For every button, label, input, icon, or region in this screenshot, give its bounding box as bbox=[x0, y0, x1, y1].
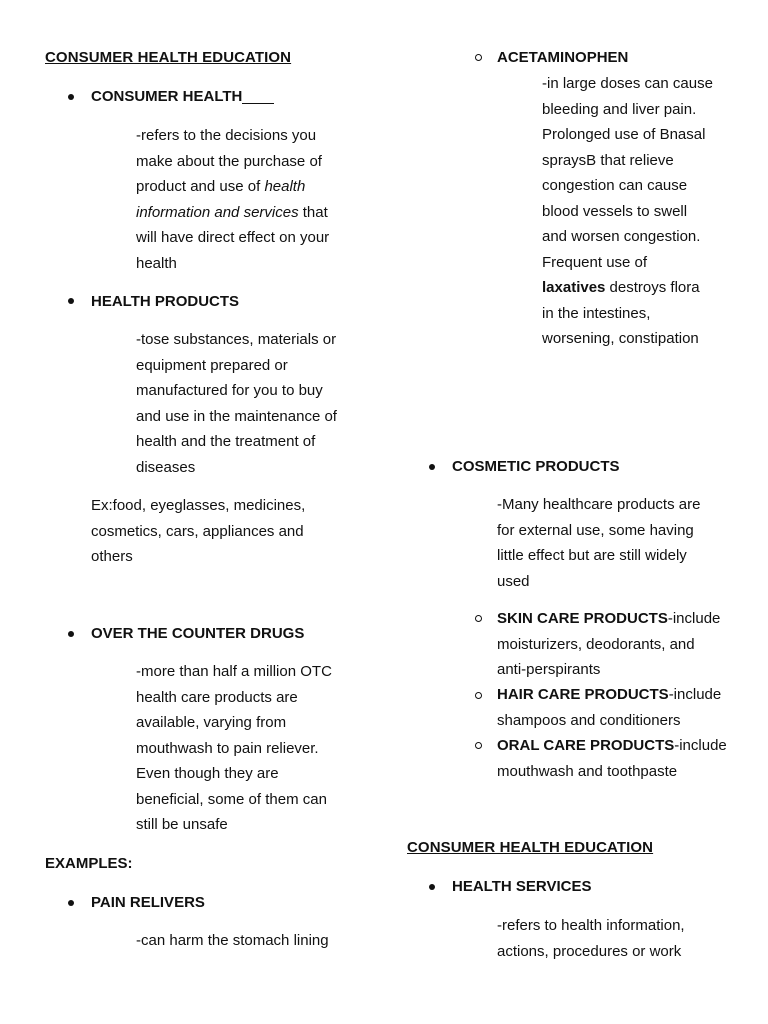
bullet-dot bbox=[68, 94, 74, 100]
consumer-health-title: CONSUMER HEALTH bbox=[91, 84, 274, 110]
bullet-dot bbox=[68, 298, 74, 304]
pain-relivers-text: -can harm the stomach lining bbox=[136, 932, 329, 949]
cosmetic-text: -Many healthcare products are for external use, some having little effect but are still widely used bbox=[497, 496, 701, 590]
bullet-dot bbox=[429, 884, 435, 890]
acetaminophen-text: -in large doses can cause bleeding and liver pain. Prolonged use of Bnasal spraysB that relieve congestion can cause blood vessels to swell and worsen congestion. Frequent use of laxatives destroys flora in the intestines, worsening, constipation bbox=[542, 75, 713, 347]
cosmetic-title: COSMETIC PRODUCTS bbox=[452, 458, 620, 475]
circle-bullet bbox=[475, 54, 482, 61]
health-services-title: HEALTH SERVICES bbox=[452, 878, 592, 895]
health-products-example: Ex:food, eyeglasses, medicines, cosmetics, cars, appliances and others bbox=[91, 497, 306, 565]
hair-care-item: HAIR CARE PRODUCTS-include shampoos and conditioners bbox=[497, 686, 722, 729]
skin-care-item: SKIN CARE PRODUCTS-include moisturizers, deodorants, and anti-perspirants bbox=[497, 610, 721, 678]
circle-bullet bbox=[475, 615, 482, 622]
health-products-text: -tose substances, materials or equipment prepared or manufactured for you to buy and use in the maintenance of health and the treatment of diseases bbox=[136, 331, 337, 476]
bullet-dot bbox=[68, 631, 74, 637]
examples-label: EXAMPLES: bbox=[45, 855, 133, 872]
circle-bullet bbox=[475, 692, 482, 699]
oral-care-item: ORAL CARE PRODUCTS-include mouthwash and toothpaste bbox=[497, 737, 727, 780]
otc-title: OVER THE COUNTER DRUGS bbox=[91, 625, 305, 642]
acetaminophen-title: ACETAMINOPHEN bbox=[497, 49, 629, 66]
bullet-dot bbox=[429, 464, 435, 470]
pain-relivers-title: PAIN RELIVERS bbox=[91, 894, 205, 911]
consumer-health-text: -refers to the decisions you make about the purchase of product and use of health information and services that will have direct effect on your health bbox=[136, 127, 330, 272]
otc-text: -more than half a million OTC health care products are available, varying from mouthwash to pain reliever. Even though they are beneficial, some of them can still be unsafe bbox=[136, 663, 332, 833]
circle-bullet bbox=[475, 742, 482, 749]
section-heading-2: CONSUMER HEALTH EDUCATION bbox=[407, 839, 654, 856]
health-services-text: -refers to health information, actions, procedures or work bbox=[497, 917, 685, 960]
page-heading: CONSUMER HEALTH EDUCATION bbox=[45, 49, 292, 66]
title-underline bbox=[242, 102, 274, 104]
bullet-dot bbox=[68, 900, 74, 906]
health-products-title: HEALTH PRODUCTS bbox=[91, 293, 240, 310]
